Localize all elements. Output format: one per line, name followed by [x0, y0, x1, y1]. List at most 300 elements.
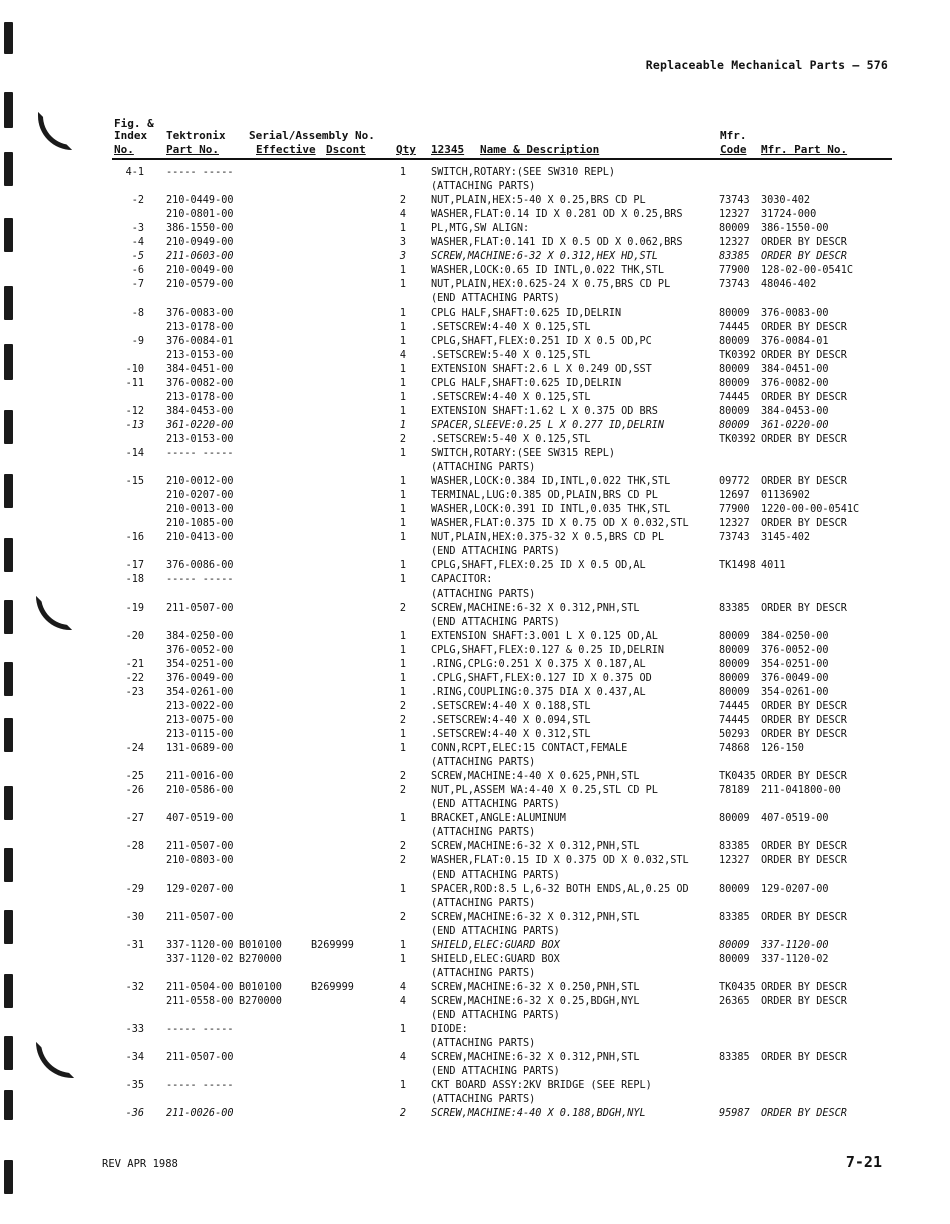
description: SCREW,MACHINE:4-40 X 0.188,BDGH,NYL: [431, 1108, 646, 1119]
index-number: -22: [125, 673, 144, 684]
description: SWITCH,ROTARY:(SEE SW315 REPL): [431, 448, 616, 459]
mfr-part-number: ORDER BY DESCR: [761, 855, 847, 866]
part-number: 354-0261-00: [166, 687, 234, 698]
description: (ATTACHING PARTS): [431, 827, 536, 838]
quantity: 1: [399, 1024, 407, 1035]
part-number: 211-0507-00: [166, 841, 234, 852]
description: NUT,PL,ASSEM WA:4-40 X 0.25,STL CD PL: [431, 785, 658, 796]
description: DIODE:: [431, 1024, 468, 1035]
mfr-part-number: ORDER BY DESCR: [761, 251, 847, 262]
mfr-part-number: ORDER BY DESCR: [761, 715, 847, 726]
description: (END ATTACHING PARTS): [431, 1066, 560, 1077]
mfr-code: 80009: [719, 406, 750, 417]
part-number: 211-0026-00: [166, 1108, 234, 1119]
index-number: -21: [125, 659, 144, 670]
quantity: 2: [399, 912, 407, 923]
mfr-part-number: ORDER BY DESCR: [761, 518, 847, 529]
mfr-code: 83385: [719, 841, 750, 852]
mfr-part-number: 31724-000: [761, 209, 817, 220]
mfr-code: 80009: [719, 223, 750, 234]
description: (ATTACHING PARTS): [431, 1038, 536, 1049]
col-mfr-part: Mfr. Part No.: [761, 143, 848, 156]
description: SCREW,MACHINE:6-32 X 0.312,PNH,STL: [431, 841, 640, 852]
description: (ATTACHING PARTS): [431, 757, 536, 768]
part-number: 376-0086-00: [166, 560, 234, 571]
col-fig-line1: Fig. &: [114, 117, 154, 130]
mfr-code: 12327: [719, 209, 750, 220]
part-number: ----- -----: [166, 574, 234, 585]
mfr-code: 74445: [719, 715, 750, 726]
quantity: 1: [399, 167, 407, 178]
part-number: 213-0153-00: [166, 434, 234, 445]
index-number: -30: [125, 912, 144, 923]
mfr-part-number: 361-0220-00: [761, 420, 829, 431]
mfr-part-number: ORDER BY DESCR: [761, 392, 847, 403]
description: (END ATTACHING PARTS): [431, 870, 560, 881]
part-number: 211-0507-00: [166, 912, 234, 923]
part-number: ----- -----: [166, 448, 234, 459]
description: WASHER,FLAT:0.14 ID X 0.281 OD X 0.25,BRS: [431, 209, 683, 220]
quantity: 1: [399, 476, 407, 487]
part-number: 210-0049-00: [166, 265, 234, 276]
index-number: -13: [125, 420, 144, 431]
page-number: 7-21: [845, 1153, 882, 1171]
description: WASHER,LOCK:0.65 ID INTL,0.022 THK,STL: [431, 265, 665, 276]
part-number: 210-0949-00: [166, 237, 234, 248]
description: EXTENSION SHAFT:3.001 L X 0.125 OD,AL: [431, 631, 658, 642]
part-number: 386-1550-00: [166, 223, 234, 234]
part-number: 210-0801-00: [166, 209, 234, 220]
serial-dscont: B269999: [311, 982, 354, 993]
quantity: 3: [399, 237, 407, 248]
quantity: 1: [399, 490, 407, 501]
mfr-part-number: 376-0083-00: [761, 308, 829, 319]
part-number: 337-1120-02: [166, 954, 234, 965]
mfr-code: 50293: [719, 729, 750, 740]
mfr-part-number: ORDER BY DESCR: [761, 982, 847, 993]
quantity: 1: [399, 743, 407, 754]
index-number: -27: [125, 813, 144, 824]
mfr-code: 95987: [719, 1108, 750, 1119]
quantity: 2: [399, 785, 407, 796]
description: CAPACITOR:: [431, 574, 493, 585]
index-number: -16: [125, 532, 144, 543]
index-number: -32: [125, 982, 144, 993]
mfr-code: 80009: [719, 336, 750, 347]
description: WASHER,FLAT:0.375 ID X 0.75 OD X 0.032,STL: [431, 518, 689, 529]
index-number: -9: [131, 336, 144, 347]
description: .CPLG,SHAFT,FLEX:0.127 ID X 0.375 OD: [431, 673, 652, 684]
description: (END ATTACHING PARTS): [431, 546, 560, 557]
description: WASHER,LOCK:0.391 ID INTL,0.035 THK,STL: [431, 504, 671, 515]
description: .SETSCREW:4-40 X 0.094,STL: [431, 715, 591, 726]
mfr-part-number: 407-0519-00: [761, 813, 829, 824]
part-number: 376-0084-01: [166, 336, 234, 347]
mfr-part-number: 337-1120-02: [761, 954, 829, 965]
part-number: 210-0413-00: [166, 532, 234, 543]
description: SCREW,MACHINE:6-32 X 0.25,BDGH,NYL: [431, 996, 640, 1007]
mfr-part-number: 376-0082-00: [761, 378, 829, 389]
col-mfr-line1: Mfr.: [720, 129, 747, 142]
part-number: 213-0178-00: [166, 322, 234, 333]
quantity: 1: [399, 574, 407, 585]
description: BRACKET,ANGLE:ALUMINUM: [431, 813, 566, 824]
description: CPLG HALF,SHAFT:0.625 ID,DELRIN: [431, 378, 622, 389]
description: WASHER,FLAT:0.15 ID X 0.375 OD X 0.032,STL: [431, 855, 689, 866]
quantity: 1: [399, 1080, 407, 1091]
description: WASHER,FLAT:0.141 ID X 0.5 OD X 0.062,BRS: [431, 237, 683, 248]
serial-effective: B010100: [239, 982, 282, 993]
mfr-code: 80009: [719, 420, 750, 431]
description: (END ATTACHING PARTS): [431, 1010, 560, 1021]
mfr-code: TK0435: [719, 771, 756, 782]
revision-note: REV APR 1988: [102, 1158, 178, 1170]
mfr-code: 80009: [719, 940, 750, 951]
mfr-code: 77900: [719, 504, 750, 515]
quantity: 1: [399, 378, 407, 389]
mfr-code: 12327: [719, 237, 750, 248]
description: (ATTACHING PARTS): [431, 462, 536, 473]
mfr-code: 80009: [719, 631, 750, 642]
description: SPACER,ROD:8.5 L,6-32 BOTH ENDS,AL,0.25 OD: [431, 884, 689, 895]
description: EXTENSION SHAFT:1.62 L X 0.375 OD BRS: [431, 406, 658, 417]
quantity: 1: [399, 406, 407, 417]
mfr-code: 83385: [719, 603, 750, 614]
part-number: 210-0449-00: [166, 195, 234, 206]
description: (END ATTACHING PARTS): [431, 293, 560, 304]
description: (ATTACHING PARTS): [431, 589, 536, 600]
part-number: 210-0586-00: [166, 785, 234, 796]
mfr-code: TK0392: [719, 434, 756, 445]
part-number: 213-0115-00: [166, 729, 234, 740]
part-number: 376-0083-00: [166, 308, 234, 319]
mfr-code: 80009: [719, 378, 750, 389]
description: CKT BOARD ASSY:2KV BRIDGE (SEE REPL): [431, 1080, 652, 1091]
mfr-code: 80009: [719, 884, 750, 895]
index-number: -29: [125, 884, 144, 895]
mfr-code: 80009: [719, 954, 750, 965]
description: SCREW,MACHINE:6-32 X 0.312,PNH,STL: [431, 912, 640, 923]
mfr-code: TK1498: [719, 560, 756, 571]
index-number: -33: [125, 1024, 144, 1035]
serial-effective: B270000: [239, 996, 282, 1007]
part-number: 384-0451-00: [166, 364, 234, 375]
mfr-code: 80009: [719, 308, 750, 319]
mfr-part-number: 376-0049-00: [761, 673, 829, 684]
mfr-code: 80009: [719, 645, 750, 656]
mfr-code: 74445: [719, 701, 750, 712]
description: .RING,CPLG:0.251 X 0.375 X 0.187,AL: [431, 659, 646, 670]
mfr-part-number: ORDER BY DESCR: [761, 1052, 847, 1063]
index-number: 4-1: [125, 167, 144, 178]
mfr-part-number: ORDER BY DESCR: [761, 237, 847, 248]
quantity: 1: [399, 279, 407, 290]
part-number: ----- -----: [166, 167, 234, 178]
quantity: 1: [399, 308, 407, 319]
quantity: 2: [399, 701, 407, 712]
mfr-part-number: ORDER BY DESCR: [761, 996, 847, 1007]
mfr-code: 73743: [719, 532, 750, 543]
description: WASHER,LOCK:0.384 ID,INTL,0.022 THK,STL: [431, 476, 671, 487]
description: EXTENSION SHAFT:2.6 L X 0.249 OD,SST: [431, 364, 652, 375]
mfr-code: 74445: [719, 392, 750, 403]
index-number: -28: [125, 841, 144, 852]
index-number: -8: [131, 308, 144, 319]
index-number: -31: [125, 940, 144, 951]
part-number: ----- -----: [166, 1024, 234, 1035]
part-number: 211-0504-00: [166, 982, 234, 993]
quantity: 4: [399, 982, 407, 993]
part-number: 131-0689-00: [166, 743, 234, 754]
col-12345: 12345: [431, 143, 465, 156]
description: SCREW,MACHINE:6-32 X 0.250,PNH,STL: [431, 982, 640, 993]
mfr-part-number: ORDER BY DESCR: [761, 729, 847, 740]
index-number: -11: [125, 378, 144, 389]
mfr-part-number: ORDER BY DESCR: [761, 912, 847, 923]
mfr-part-number: ORDER BY DESCR: [761, 841, 847, 852]
mfr-code: 74445: [719, 322, 750, 333]
description: CONN,RCPT,ELEC:15 CONTACT,FEMALE: [431, 743, 628, 754]
description: SCREW,MACHINE:4-40 X 0.625,PNH,STL: [431, 771, 640, 782]
quantity: 2: [399, 771, 407, 782]
part-number: 211-0507-00: [166, 603, 234, 614]
description: (END ATTACHING PARTS): [431, 799, 560, 810]
description: CPLG HALF,SHAFT:0.625 ID,DELRIN: [431, 308, 622, 319]
description: TERMINAL,LUG:0.385 OD,PLAIN,BRS CD PL: [431, 490, 658, 501]
mfr-code: 73743: [719, 279, 750, 290]
mfr-part-number: 386-1550-00: [761, 223, 829, 234]
running-head: Replaceable Mechanical Parts — 576: [645, 58, 888, 72]
quantity: 1: [399, 223, 407, 234]
mfr-part-number: ORDER BY DESCR: [761, 1108, 847, 1119]
mfr-part-number: 384-0453-00: [761, 406, 829, 417]
mfr-part-number: 129-0207-00: [761, 884, 829, 895]
description: SHIELD,ELEC:GUARD BOX: [431, 954, 560, 965]
part-number: 210-0207-00: [166, 490, 234, 501]
index-number: -4: [131, 237, 144, 248]
part-number: 384-0250-00: [166, 631, 234, 642]
index-number: -25: [125, 771, 144, 782]
description: SCREW,MACHINE:6-32 X 0.312,PNH,STL: [431, 1052, 640, 1063]
mfr-code: 78189: [719, 785, 750, 796]
header-rule: [112, 158, 892, 160]
part-number: 210-0012-00: [166, 476, 234, 487]
description: .SETSCREW:4-40 X 0.125,STL: [431, 322, 591, 333]
col-serial-effective: Effective: [256, 143, 316, 156]
description: NUT,PLAIN,HEX:5-40 X 0.25,BRS CD PL: [431, 195, 646, 206]
index-number: -36: [125, 1108, 144, 1119]
part-number: 211-0603-00: [166, 251, 234, 262]
quantity: 2: [399, 715, 407, 726]
col-serial-dscont: Dscont: [326, 143, 366, 156]
mfr-part-number: ORDER BY DESCR: [761, 322, 847, 333]
quantity: 1: [399, 560, 407, 571]
col-part-line2: Part No.: [166, 143, 219, 156]
index-number: -26: [125, 785, 144, 796]
mfr-part-number: 01136902: [761, 490, 811, 501]
part-number: 213-0022-00: [166, 701, 234, 712]
description: SWITCH,ROTARY:(SEE SW310 REPL): [431, 167, 616, 178]
mfr-part-number: 4011: [761, 560, 786, 571]
index-number: -6: [131, 265, 144, 276]
quantity: 1: [399, 954, 407, 965]
part-number: 384-0453-00: [166, 406, 234, 417]
mfr-part-number: 48046-402: [761, 279, 817, 290]
description: .SETSCREW:4-40 X 0.188,STL: [431, 701, 591, 712]
description: CPLG,SHAFT,FLEX:0.251 ID X 0.5 OD,PC: [431, 336, 652, 347]
quantity: 4: [399, 350, 407, 361]
col-part-line1: Tektronix: [166, 129, 226, 142]
quantity: 2: [399, 841, 407, 852]
index-number: -19: [125, 603, 144, 614]
quantity: 2: [399, 434, 407, 445]
index-number: -20: [125, 631, 144, 642]
quantity: 1: [399, 659, 407, 670]
part-number: 129-0207-00: [166, 884, 234, 895]
part-number: 376-0049-00: [166, 673, 234, 684]
index-number: -23: [125, 687, 144, 698]
quantity: 1: [399, 673, 407, 684]
mfr-part-number: 354-0251-00: [761, 659, 829, 670]
mfr-code: 09772: [719, 476, 750, 487]
description: SPACER,SLEEVE:0.25 L X 0.277 ID,DELRIN: [431, 420, 665, 431]
description: (ATTACHING PARTS): [431, 898, 536, 909]
description: CPLG,SHAFT,FLEX:0.25 ID X 0.5 OD,AL: [431, 560, 646, 571]
index-number: -12: [125, 406, 144, 417]
col-description: Name & Description: [480, 143, 600, 156]
index-number: -15: [125, 476, 144, 487]
mfr-part-number: 3145-402: [761, 532, 811, 543]
part-number: 376-0052-00: [166, 645, 234, 656]
mfr-part-number: 1220-00-00-0541C: [761, 504, 860, 515]
description: SHIELD,ELEC:GUARD BOX: [431, 940, 560, 951]
mfr-code: 83385: [719, 251, 750, 262]
mfr-code: 74868: [719, 743, 750, 754]
index-number: -18: [125, 574, 144, 585]
mfr-code: 12697: [719, 490, 750, 501]
description: .RING,COUPLING:0.375 DIA X 0.437,AL: [431, 687, 646, 698]
mfr-code: 80009: [719, 673, 750, 684]
mfr-part-number: ORDER BY DESCR: [761, 701, 847, 712]
part-number: 211-0558-00: [166, 996, 234, 1007]
mfr-part-number: 337-1120-00: [761, 940, 829, 951]
mfr-code: TK0435: [719, 982, 756, 993]
quantity: 1: [399, 532, 407, 543]
mfr-part-number: 3030-402: [761, 195, 811, 206]
part-number: 213-0178-00: [166, 392, 234, 403]
quantity: 1: [399, 265, 407, 276]
quantity: 1: [399, 322, 407, 333]
description: (END ATTACHING PARTS): [431, 926, 560, 937]
part-number: 211-0016-00: [166, 771, 234, 782]
mfr-part-number: 376-0052-00: [761, 645, 829, 656]
part-number: 213-0153-00: [166, 350, 234, 361]
mfr-part-number: ORDER BY DESCR: [761, 771, 847, 782]
description: .SETSCREW:5-40 X 0.125,STL: [431, 350, 591, 361]
mfr-part-number: 384-0250-00: [761, 631, 829, 642]
description: .SETSCREW:5-40 X 0.125,STL: [431, 434, 591, 445]
index-number: -5: [131, 251, 144, 262]
description: (ATTACHING PARTS): [431, 968, 536, 979]
index-number: -10: [125, 364, 144, 375]
quantity: 1: [399, 518, 407, 529]
quantity: 1: [399, 645, 407, 656]
part-number: 361-0220-00: [166, 420, 234, 431]
mfr-code: 26365: [719, 996, 750, 1007]
mfr-part-number: 376-0084-01: [761, 336, 829, 347]
col-fig-line2: Index: [114, 129, 148, 142]
quantity: 1: [399, 813, 407, 824]
index-number: -35: [125, 1080, 144, 1091]
serial-dscont: B269999: [311, 940, 354, 951]
description: (ATTACHING PARTS): [431, 181, 536, 192]
quantity: 1: [399, 631, 407, 642]
part-number: 211-0507-00: [166, 1052, 234, 1063]
mfr-code: 77900: [719, 265, 750, 276]
quantity: 2: [399, 195, 407, 206]
quantity: 2: [399, 603, 407, 614]
quantity: 1: [399, 364, 407, 375]
mfr-part-number: ORDER BY DESCR: [761, 603, 847, 614]
description: CPLG,SHAFT,FLEX:0.127 & 0.25 ID,DELRIN: [431, 645, 665, 656]
quantity: 1: [399, 504, 407, 515]
quantity: 1: [399, 392, 407, 403]
mfr-code: 80009: [719, 364, 750, 375]
quantity: 1: [399, 687, 407, 698]
mfr-part-number: ORDER BY DESCR: [761, 434, 847, 445]
part-number: 210-1085-00: [166, 518, 234, 529]
quantity: 1: [399, 448, 407, 459]
part-number: 337-1120-00: [166, 940, 234, 951]
col-serial: Serial/Assembly No.: [249, 129, 375, 142]
mfr-code: 73743: [719, 195, 750, 206]
quantity: 2: [399, 855, 407, 866]
quantity: 4: [399, 1052, 407, 1063]
part-number: 213-0075-00: [166, 715, 234, 726]
quantity: 2: [399, 1108, 407, 1119]
mfr-code: 80009: [719, 813, 750, 824]
part-number: 210-0803-00: [166, 855, 234, 866]
index-number: -34: [125, 1052, 144, 1063]
quantity: 1: [399, 336, 407, 347]
description: NUT,PLAIN,HEX:0.625-24 X 0.75,BRS CD PL: [431, 279, 671, 290]
description: (END ATTACHING PARTS): [431, 617, 560, 628]
serial-effective: B270000: [239, 954, 282, 965]
mfr-code: 12327: [719, 855, 750, 866]
part-number: 354-0251-00: [166, 659, 234, 670]
quantity: 4: [399, 996, 407, 1007]
mfr-part-number: 128-02-00-0541C: [761, 265, 854, 276]
description: .SETSCREW:4-40 X 0.312,STL: [431, 729, 591, 740]
quantity: 1: [399, 420, 407, 431]
part-number: ----- -----: [166, 1080, 234, 1091]
mfr-code: 80009: [719, 659, 750, 670]
col-mfr-code: Code: [720, 143, 747, 156]
mfr-part-number: ORDER BY DESCR: [761, 350, 847, 361]
quantity: 4: [399, 209, 407, 220]
description: PL,MTG,SW ALIGN:: [431, 223, 530, 234]
mfr-part-number: ORDER BY DESCR: [761, 476, 847, 487]
quantity: 3: [399, 251, 407, 262]
index-number: -24: [125, 743, 144, 754]
index-number: -14: [125, 448, 144, 459]
serial-effective: B010100: [239, 940, 282, 951]
part-number: 407-0519-00: [166, 813, 234, 824]
mfr-code: 83385: [719, 912, 750, 923]
mfr-part-number: 384-0451-00: [761, 364, 829, 375]
mfr-code: TK0392: [719, 350, 756, 361]
index-number: -17: [125, 560, 144, 571]
